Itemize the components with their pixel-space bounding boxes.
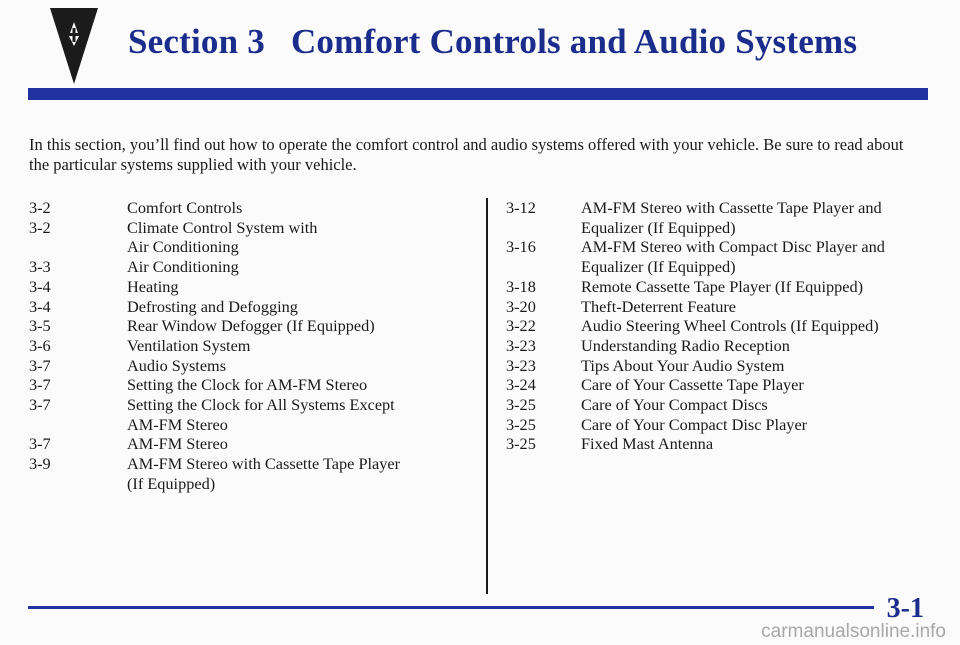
toc-title-line: Audio Systems <box>127 355 227 375</box>
toc-title-line: Understanding Radio Reception <box>581 335 790 355</box>
toc-page-number: 3-5 <box>29 316 51 336</box>
toc-title-line: Comfort Controls <box>127 198 243 217</box>
toc-page-number: 3-2 <box>29 217 51 237</box>
toc-title-line: Care of Your Compact Discs <box>581 395 768 415</box>
watermark: carmanualsonline.info <box>761 621 946 642</box>
toc-page-number: 3-25 <box>506 395 536 415</box>
toc-title-line: AM-FM Stereo with Compact Disc Player and <box>581 237 885 257</box>
toc-page-number: 3-23 <box>506 355 536 375</box>
toc-entry[interactable] <box>506 336 946 356</box>
toc-page-number: 3-24 <box>506 375 536 395</box>
toc-entry[interactable] <box>506 375 946 395</box>
toc-entry[interactable] <box>506 277 946 297</box>
toc-page-number: 3-16 <box>506 237 536 257</box>
toc-title-line: AM-FM Stereo <box>127 434 228 454</box>
section-number: Section 3 <box>128 22 265 61</box>
toc-right-column <box>506 198 946 454</box>
toc-page-number: 3-7 <box>29 375 51 395</box>
toc-entry-title <box>127 218 469 257</box>
toc-entry[interactable] <box>506 356 946 376</box>
toc-title-line: Audio Steering Wheel Controls (If Equipped) <box>581 316 879 336</box>
toc-entry[interactable] <box>506 415 946 435</box>
toc-title-line: Air Conditioning <box>127 257 239 277</box>
toc-entry-title <box>581 375 946 395</box>
toc-title-line: Theft-Deterrent Feature <box>581 296 737 316</box>
toc-entry[interactable] <box>29 375 469 395</box>
toc-title-continuation: Air Conditioning <box>127 237 239 257</box>
toc-title-line: Setting the Clock for AM-FM Stereo <box>127 375 368 395</box>
toc-title-line: Remote Cassette Tape Player (If Equipped) <box>581 276 864 296</box>
toc-entry-title <box>127 434 469 454</box>
toc-entry[interactable] <box>29 316 469 336</box>
toc-entry-title <box>127 257 469 277</box>
toc-entry-title <box>127 395 469 434</box>
toc-title-line: Defrosting and Defogging <box>127 296 298 316</box>
toc-title-line: Ventilation System <box>127 335 251 355</box>
toc-page-number: 3-23 <box>506 335 536 355</box>
toc-entry[interactable] <box>29 454 469 493</box>
page-number: 3-1 <box>886 593 924 624</box>
toc-entry-title <box>581 395 946 415</box>
toc-entry[interactable] <box>29 434 469 454</box>
toc-title-line: Care of Your Compact Disc Player <box>581 414 808 434</box>
toc-entry[interactable] <box>506 198 946 237</box>
toc-title-line: Rear Window Defogger (If Equipped) <box>127 316 375 336</box>
toc-entry-title <box>127 297 469 317</box>
toc-entry-title <box>127 198 469 218</box>
toc-entry[interactable] <box>506 316 946 336</box>
toc-entry-title <box>581 356 946 376</box>
toc-entry[interactable] <box>29 297 469 317</box>
toc-entry-title <box>127 454 469 493</box>
toc-entry[interactable] <box>506 434 946 454</box>
toc-page-number: 3-2 <box>29 198 51 217</box>
toc-entry-title <box>581 316 946 336</box>
toc-entry-title <box>127 277 469 297</box>
toc-title-line: Tips About Your Audio System <box>581 355 785 375</box>
toc-entry[interactable] <box>29 336 469 356</box>
toc-title-line: Care of Your Cassette Tape Player <box>581 375 804 395</box>
toc-title-line: AM-FM Stereo with Cassette Tape Player <box>127 454 401 474</box>
toc-page-number: 3-9 <box>29 454 51 474</box>
toc-entry[interactable] <box>506 395 946 415</box>
toc-entry[interactable] <box>29 277 469 297</box>
section-title <box>128 22 857 62</box>
toc-title-continuation: AM-FM Stereo <box>127 414 228 434</box>
toc-entry-title <box>581 297 946 317</box>
toc-entry[interactable] <box>29 356 469 376</box>
toc-page-number: 3-12 <box>506 198 536 217</box>
toc-title-line: AM-FM Stereo with Cassette Tape Player and <box>581 198 882 217</box>
toc-title-continuation: Equalizer (If Equipped) <box>581 217 736 237</box>
intro-paragraph: In this section, you’ll find out how to operate the comfort control and audio systems offered with your vehicle. Be sure to read about the particular systems supplied with your vehicle. <box>29 135 904 174</box>
toc-page-number: 3-6 <box>29 335 51 355</box>
toc-entry-title <box>581 198 946 237</box>
toc-page-number: 3-18 <box>506 276 536 296</box>
toc-title-line: Heating <box>127 276 179 296</box>
toc-entry-title <box>127 356 469 376</box>
toc-page-number: 3-7 <box>29 434 51 454</box>
header-divider <box>28 88 928 100</box>
toc-page-number: 3-4 <box>29 296 51 316</box>
toc-entry[interactable] <box>29 198 469 218</box>
toc-entry-title <box>581 336 946 356</box>
toc-title-line: Fixed Mast Antenna <box>581 434 714 454</box>
toc-entry[interactable] <box>29 257 469 277</box>
column-divider <box>486 198 488 594</box>
section-heading: Comfort Controls and Audio Systems <box>290 22 858 61</box>
toc-entry-title <box>581 415 946 435</box>
toc-page-number: 3-7 <box>29 355 51 375</box>
toc-title-continuation: Equalizer (If Equipped) <box>581 257 736 277</box>
toc-entry[interactable] <box>506 237 946 276</box>
toc-entry-title <box>581 277 946 297</box>
toc-entry-title <box>127 336 469 356</box>
toc-entry-title <box>581 237 946 276</box>
toc-page-number: 3-4 <box>29 276 51 296</box>
toc-left-column <box>29 198 469 494</box>
toc-title-line: Climate Control System with <box>127 217 318 237</box>
toc-entry-title <box>581 434 946 454</box>
toc-title-continuation: (If Equipped) <box>127 473 216 493</box>
toc-entry-title <box>127 316 469 336</box>
toc-entry[interactable] <box>29 218 469 257</box>
toc-page-number: 3-7 <box>29 395 51 415</box>
pontiac-arrowhead-logo-icon <box>46 6 102 86</box>
toc-entry-title <box>127 375 469 395</box>
toc-page-number: 3-25 <box>506 414 536 434</box>
toc-page-number: 3-25 <box>506 434 536 454</box>
toc-page-number: 3-3 <box>29 257 51 277</box>
toc-entry[interactable] <box>29 395 469 434</box>
toc-page-number: 3-22 <box>506 316 536 336</box>
toc-entry[interactable] <box>506 297 946 317</box>
toc-title-line: Setting the Clock for All Systems Except <box>127 395 395 415</box>
footer-divider <box>28 606 874 609</box>
toc-page-number: 3-20 <box>506 296 536 316</box>
